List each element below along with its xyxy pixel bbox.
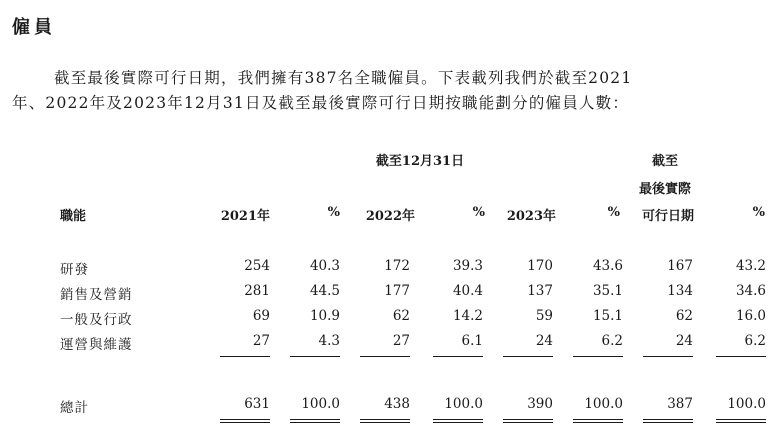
function-header: 職能 bbox=[60, 209, 87, 224]
value-2021: 69 bbox=[252, 308, 270, 324]
col-header-2023: 2023年 bbox=[506, 209, 556, 224]
group-header-dec31: 截至12月31日 bbox=[375, 154, 465, 169]
value-2023: 170 bbox=[527, 258, 553, 274]
lpd-header-line2: 最後實際 bbox=[638, 182, 691, 197]
pct-2021: 40.3 bbox=[309, 258, 340, 274]
subtotal-rule bbox=[503, 356, 553, 357]
total-double-rule bbox=[290, 419, 340, 423]
value-2023: 137 bbox=[527, 283, 553, 299]
subtotal-rule bbox=[220, 356, 270, 357]
pct-2022: 39.3 bbox=[452, 258, 483, 274]
pct-2023: 43.6 bbox=[592, 258, 623, 274]
pct-2021: 4.3 bbox=[318, 333, 340, 349]
col-header-2021: 2021年 bbox=[220, 209, 270, 224]
lpd-header-line3: 可行日期 bbox=[641, 209, 694, 224]
value-2023: 59 bbox=[535, 308, 553, 324]
subtotal-rule bbox=[716, 356, 766, 357]
row-label: 一般及行政 bbox=[60, 312, 133, 328]
value-lpd: 62 bbox=[675, 308, 693, 324]
total-double-rule bbox=[503, 419, 553, 423]
total-double-rule bbox=[220, 419, 270, 423]
table-row bbox=[0, 308, 780, 330]
subtotal-rule bbox=[360, 356, 410, 357]
pct-2022: 6.1 bbox=[461, 333, 483, 349]
lpd-header-line1: 截至 bbox=[651, 154, 678, 169]
value-lpd: 134 bbox=[667, 283, 693, 299]
pct-2021: 10.9 bbox=[309, 308, 340, 324]
paragraph-line-2: 年、2022年及2023年12月31日及截至最後實際可行日期按職能劃分的僱員人數： bbox=[12, 94, 630, 112]
table-row bbox=[0, 333, 780, 355]
col-header-pct-lpd: % bbox=[752, 205, 765, 220]
subtotal-rule bbox=[290, 356, 340, 357]
total-2022: 438 bbox=[384, 396, 410, 412]
col-header-pct-2021: % bbox=[327, 205, 340, 220]
total-label: 總計 bbox=[60, 400, 89, 416]
row-label: 運營與維護 bbox=[60, 337, 133, 353]
value-2021: 27 bbox=[252, 333, 270, 349]
subtotal-rule bbox=[433, 356, 483, 357]
value-2021: 254 bbox=[244, 258, 270, 274]
pct-lpd: 6.2 bbox=[744, 333, 766, 349]
pct-lpd: 43.2 bbox=[735, 258, 766, 274]
total-double-rule bbox=[433, 419, 483, 423]
total-2023: 390 bbox=[527, 396, 553, 412]
row-label: 研發 bbox=[60, 262, 89, 278]
pct-lpd: 16.0 bbox=[735, 308, 766, 324]
value-2022: 172 bbox=[384, 258, 410, 274]
value-2021: 281 bbox=[244, 283, 270, 299]
total-double-rule bbox=[360, 419, 410, 423]
subtotal-rule bbox=[573, 356, 623, 357]
value-lpd: 167 bbox=[667, 258, 693, 274]
value-lpd: 24 bbox=[675, 333, 693, 349]
total-pct-2022: 100.0 bbox=[444, 396, 483, 412]
total-double-rule bbox=[573, 419, 623, 423]
pct-2023: 35.1 bbox=[592, 283, 623, 299]
value-2022: 62 bbox=[392, 308, 410, 324]
intro-paragraph bbox=[12, 66, 772, 116]
table-row bbox=[0, 283, 780, 305]
total-lpd: 387 bbox=[667, 396, 693, 412]
pct-2023: 6.2 bbox=[601, 333, 623, 349]
value-2022: 27 bbox=[392, 333, 410, 349]
col-header-2022: 2022年 bbox=[365, 209, 415, 224]
total-row bbox=[0, 396, 780, 418]
paragraph-line-1-text: 截至最後實際可行日期，我們擁有387名全職僱員。下表載列我們於截至2021 bbox=[54, 69, 633, 87]
value-2022: 177 bbox=[384, 283, 410, 299]
total-double-rule bbox=[716, 419, 766, 423]
table-row bbox=[0, 258, 780, 280]
pct-2021: 44.5 bbox=[309, 283, 340, 299]
subtotal-rule bbox=[643, 356, 693, 357]
row-label: 銷售及營銷 bbox=[60, 287, 133, 303]
value-2023: 24 bbox=[535, 333, 553, 349]
total-double-rule bbox=[643, 419, 693, 423]
pct-2022: 14.2 bbox=[452, 308, 483, 324]
total-pct-2023: 100.0 bbox=[584, 396, 623, 412]
total-pct-2021: 100.0 bbox=[301, 396, 340, 412]
paragraph-line-1 bbox=[12, 66, 772, 91]
section-title: 僱員 bbox=[12, 17, 56, 38]
total-2021: 631 bbox=[244, 396, 270, 412]
col-header-pct-2023: % bbox=[607, 205, 620, 220]
pct-2023: 15.1 bbox=[592, 308, 623, 324]
pct-2022: 40.4 bbox=[452, 283, 483, 299]
pct-lpd: 34.6 bbox=[735, 283, 766, 299]
total-pct-lpd: 100.0 bbox=[727, 396, 766, 412]
col-header-pct-2022: % bbox=[472, 205, 485, 220]
